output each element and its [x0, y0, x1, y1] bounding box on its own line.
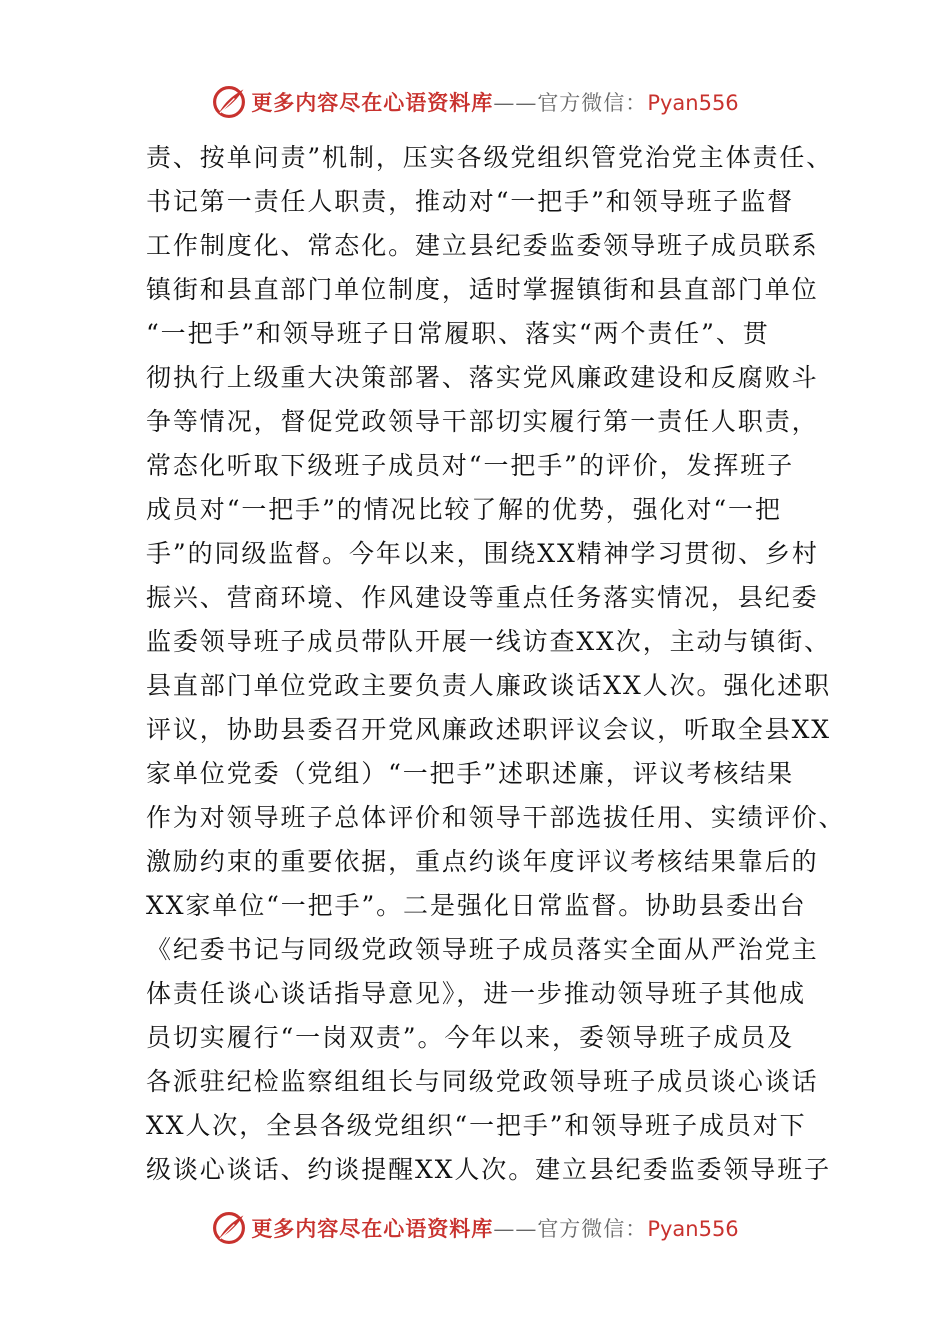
document-body — [146, 136, 846, 1192]
body-line: 激励约束的重要依据，重点约谈年度评议考核结果靠后的 — [146, 847, 819, 876]
footer-watermark-banner — [0, 1206, 950, 1250]
body-line: 各派驻纪检监察组组长与同级党政领导班子成员谈心谈话 — [146, 1067, 819, 1096]
body-line: 手”的同级监督。今年以来，围绕XX精神学习贯彻、乡村 — [146, 539, 819, 568]
body-line: 成员对“一把手”的情况比较了解的优势，强化对“一把 — [146, 495, 782, 524]
footer-watermark-text — [251, 1213, 738, 1243]
footer-official-label: 官方微信： — [537, 1217, 648, 1241]
body-line: 评议，协助县委召开党风廉政述职评议会议，听取全县XX — [146, 715, 831, 744]
body-line: 级谈心谈话、约谈提醒XX人次。建立县纪委监委领导班子 — [146, 1155, 831, 1184]
body-line: 员切实履行“一岗双责”。今年以来，委领导班子成员及 — [146, 1023, 795, 1052]
body-line: 镇街和县直部门单位制度，适时掌握镇街和县直部门单位 — [146, 275, 819, 304]
body-line: 争等情况，督促党政领导干部切实履行第一责任人职责， — [146, 407, 819, 436]
body-line: 《纪委书记与同级党政领导班子成员落实全面从严治党主 — [146, 935, 819, 964]
body-line: “一把手”和领导班子日常履职、落实“两个责任”、贯 — [146, 319, 770, 348]
header-watermark-banner — [0, 80, 950, 124]
body-line: 家单位党委（党组）“一把手”述职述廉，评议考核结果 — [146, 759, 795, 788]
body-line: 书记第一责任人职责，推动对“一把手”和领导班子监督 — [146, 187, 795, 216]
footer-brand-text: 更多内容尽在心语资料库 — [251, 1216, 494, 1241]
quill-logo-icon — [211, 1210, 247, 1246]
body-line: 作为对领导班子总体评价和领导干部选拔任用、实绩评价、 — [146, 803, 846, 832]
body-line: 体责任谈心谈话指导意见》，进一步推动领导班子其他成 — [146, 979, 807, 1008]
body-line: 工作制度化、常态化。建立县纪委监委领导班子成员联系 — [146, 231, 819, 260]
header-wechat-id: Pyan556 — [647, 91, 739, 115]
body-line: 常态化听取下级班子成员对“一把手”的评价，发挥班子 — [146, 451, 795, 480]
body-line: XX人次，全县各级党组织“一把手”和领导班子成员对下 — [146, 1111, 807, 1140]
body-line: XX家单位“一把手”。二是强化日常监督。协助县委出台 — [146, 891, 807, 920]
body-line: 彻执行上级重大决策部署、落实党风廉政建设和反腐败斗 — [146, 363, 819, 392]
body-line: 县直部门单位党政主要负责人廉政谈话XX人次。强化述职 — [146, 671, 831, 700]
body-line: 责、按单问责”机制，压实各级党组织管党治党主体责任、 — [146, 143, 834, 172]
header-watermark-text — [251, 87, 738, 117]
header-separator: —— — [493, 91, 538, 115]
body-line: 振兴、营商环境、作风建设等重点任务落实情况，县纪委 — [146, 583, 819, 612]
body-line: 监委领导班子成员带队开展一线访查XX次，主动与镇街、 — [146, 627, 831, 656]
footer-separator: —— — [493, 1217, 538, 1241]
footer-wechat-id: Pyan556 — [647, 1217, 739, 1241]
header-official-label: 官方微信： — [537, 91, 648, 115]
quill-logo-icon — [211, 84, 247, 120]
header-brand-text: 更多内容尽在心语资料库 — [251, 90, 494, 115]
